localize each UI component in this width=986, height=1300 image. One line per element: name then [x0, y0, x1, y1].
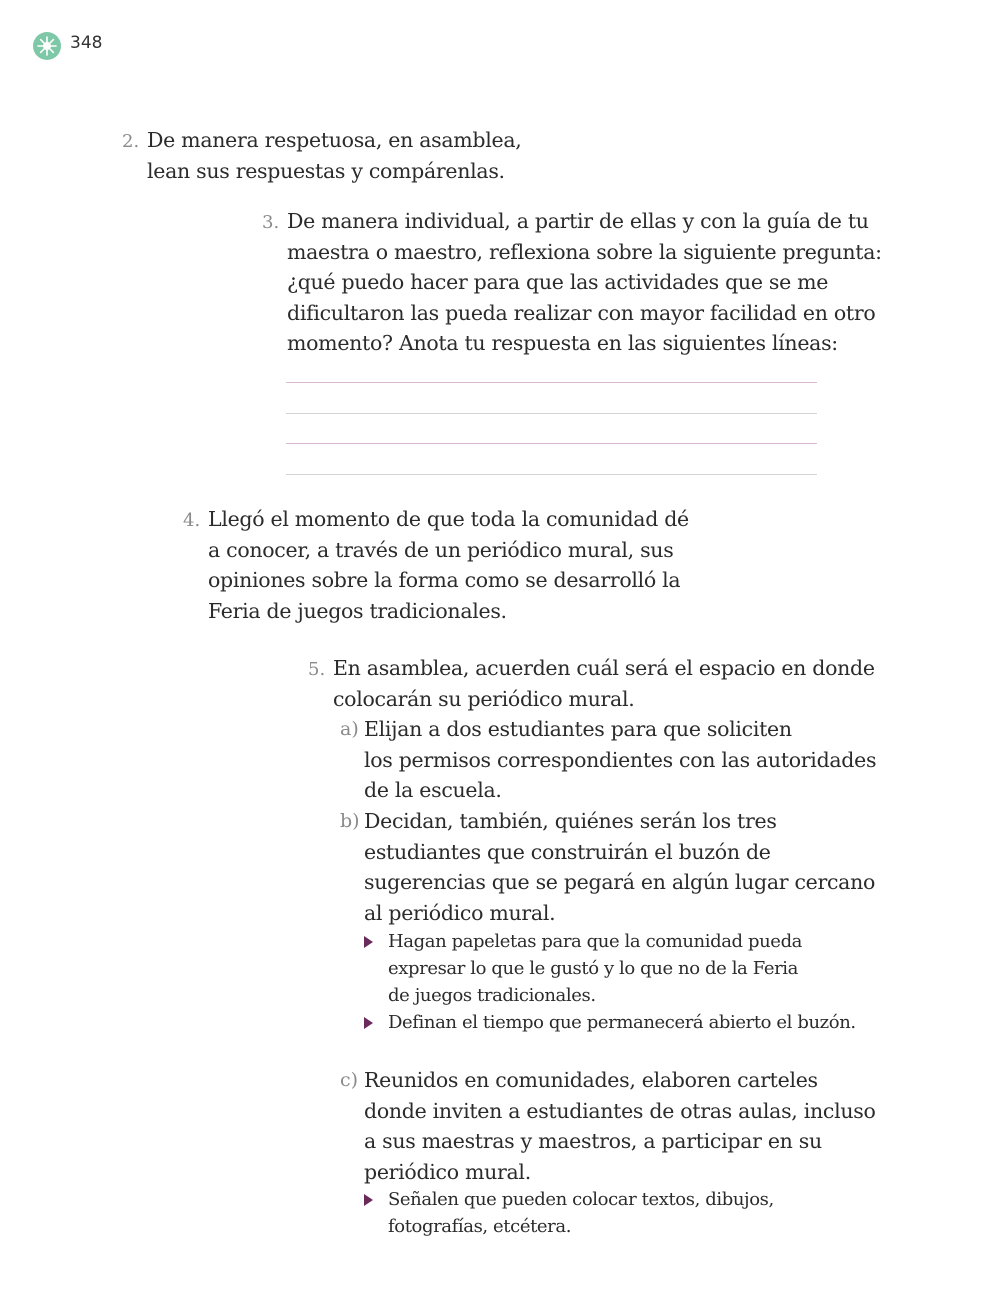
sub-item-c-label: c)	[340, 1069, 359, 1091]
text-line: Llegó el momento de que toda la comunidad dé	[208, 507, 689, 531]
text-line: De manera respetuosa, en asamblea,	[147, 128, 522, 152]
triangle-bullet-icon	[364, 936, 373, 948]
text-line: sugerencias que se pegará en algún lugar cercano	[364, 870, 876, 894]
bullet-item	[388, 1186, 774, 1240]
text-line: maestra o maestro, reflexiona sobre la siguiente pregunta:	[287, 239, 882, 264]
sub-item-b-label: b)	[340, 810, 360, 832]
item-5-number: 5.	[308, 659, 326, 680]
triangle-bullet-icon	[364, 1194, 373, 1206]
text-line: fotografías, etcétera.	[388, 1216, 572, 1237]
text-line: Elijan a dos estudiantes para que soliciten	[364, 717, 792, 741]
sub-item-a	[340, 714, 877, 806]
item-2	[122, 125, 522, 186]
bullet-item	[388, 928, 802, 1009]
item-4-text	[208, 504, 689, 626]
writing-line-4[interactable]	[286, 474, 817, 475]
writing-line-3[interactable]	[286, 443, 817, 444]
text-line: los permisos correspondientes con las autoridades	[364, 747, 877, 772]
page-badge-icon	[32, 31, 62, 61]
sub-item-b-text	[364, 806, 875, 928]
sub-item-c-text	[364, 1065, 876, 1187]
text-line: Señalen que pueden colocar textos, dibujos,	[388, 1189, 774, 1210]
text-line: estudiantes que construirán el buzón de	[364, 839, 771, 864]
text-line: colocarán su periódico mural.	[333, 686, 635, 711]
item-5-text	[333, 653, 875, 714]
writing-line-1[interactable]	[286, 382, 817, 383]
text-line: Definan el tiempo que permanecerá abierto el buzón.	[388, 1012, 856, 1033]
bullet-item	[388, 1009, 856, 1036]
item-4-number: 4.	[183, 510, 201, 531]
text-line: a sus maestras y maestros, a participar en su	[364, 1129, 822, 1153]
item-2-text	[147, 125, 522, 186]
text-line: Feria de juegos tradicionales.	[208, 598, 507, 623]
sub-item-a-label: a)	[340, 718, 359, 740]
writing-line-2[interactable]	[286, 413, 817, 414]
item-4	[183, 504, 689, 626]
text-line: De manera individual, a partir de ellas y con la guía de tu	[287, 209, 869, 233]
text-line: momento? Anota tu respuesta en las siguientes líneas:	[287, 331, 838, 355]
sub-item-a-text	[364, 714, 876, 806]
text-line: Hagan papeletas para que la comunidad pueda	[388, 931, 803, 952]
text-line: donde inviten a estudiantes de otras aulas, incluso	[364, 1098, 876, 1123]
item-2-number: 2.	[122, 131, 140, 152]
sub-item-c	[340, 1065, 876, 1187]
item-3-number: 3.	[262, 212, 280, 233]
text-line: Decidan, también, quiénes serán los tres	[364, 809, 777, 833]
text-line: periódico mural.	[364, 1159, 531, 1184]
text-line: al periódico mural.	[364, 900, 556, 925]
text-line: En asamblea, acuerden cuál será el espacio en donde	[333, 656, 875, 680]
text-line: a conocer, a través de un periódico mural, sus	[208, 537, 674, 562]
text-line: de juegos tradicionales.	[388, 985, 596, 1006]
text-line: ¿qué puedo hacer para que las actividades que se me	[287, 270, 829, 294]
sub-item-b	[340, 806, 876, 928]
text-line: de la escuela.	[364, 778, 502, 802]
page-number: 348	[70, 33, 103, 53]
triangle-bullet-icon	[364, 1017, 373, 1029]
text-line: expresar lo que le gustó y lo que no de la Feria	[388, 958, 798, 979]
text-line: Reunidos en comunidades, elaboren carteles	[364, 1068, 818, 1092]
item-3	[262, 206, 882, 359]
text-line: opiniones sobre la forma como se desarrolló la	[208, 568, 681, 592]
text-line: dificultaron las pueda realizar con mayor facilidad en otro	[287, 300, 876, 325]
item-5	[308, 653, 875, 714]
text-line: lean sus respuestas y compárenlas.	[147, 158, 505, 183]
item-3-text	[287, 206, 882, 359]
